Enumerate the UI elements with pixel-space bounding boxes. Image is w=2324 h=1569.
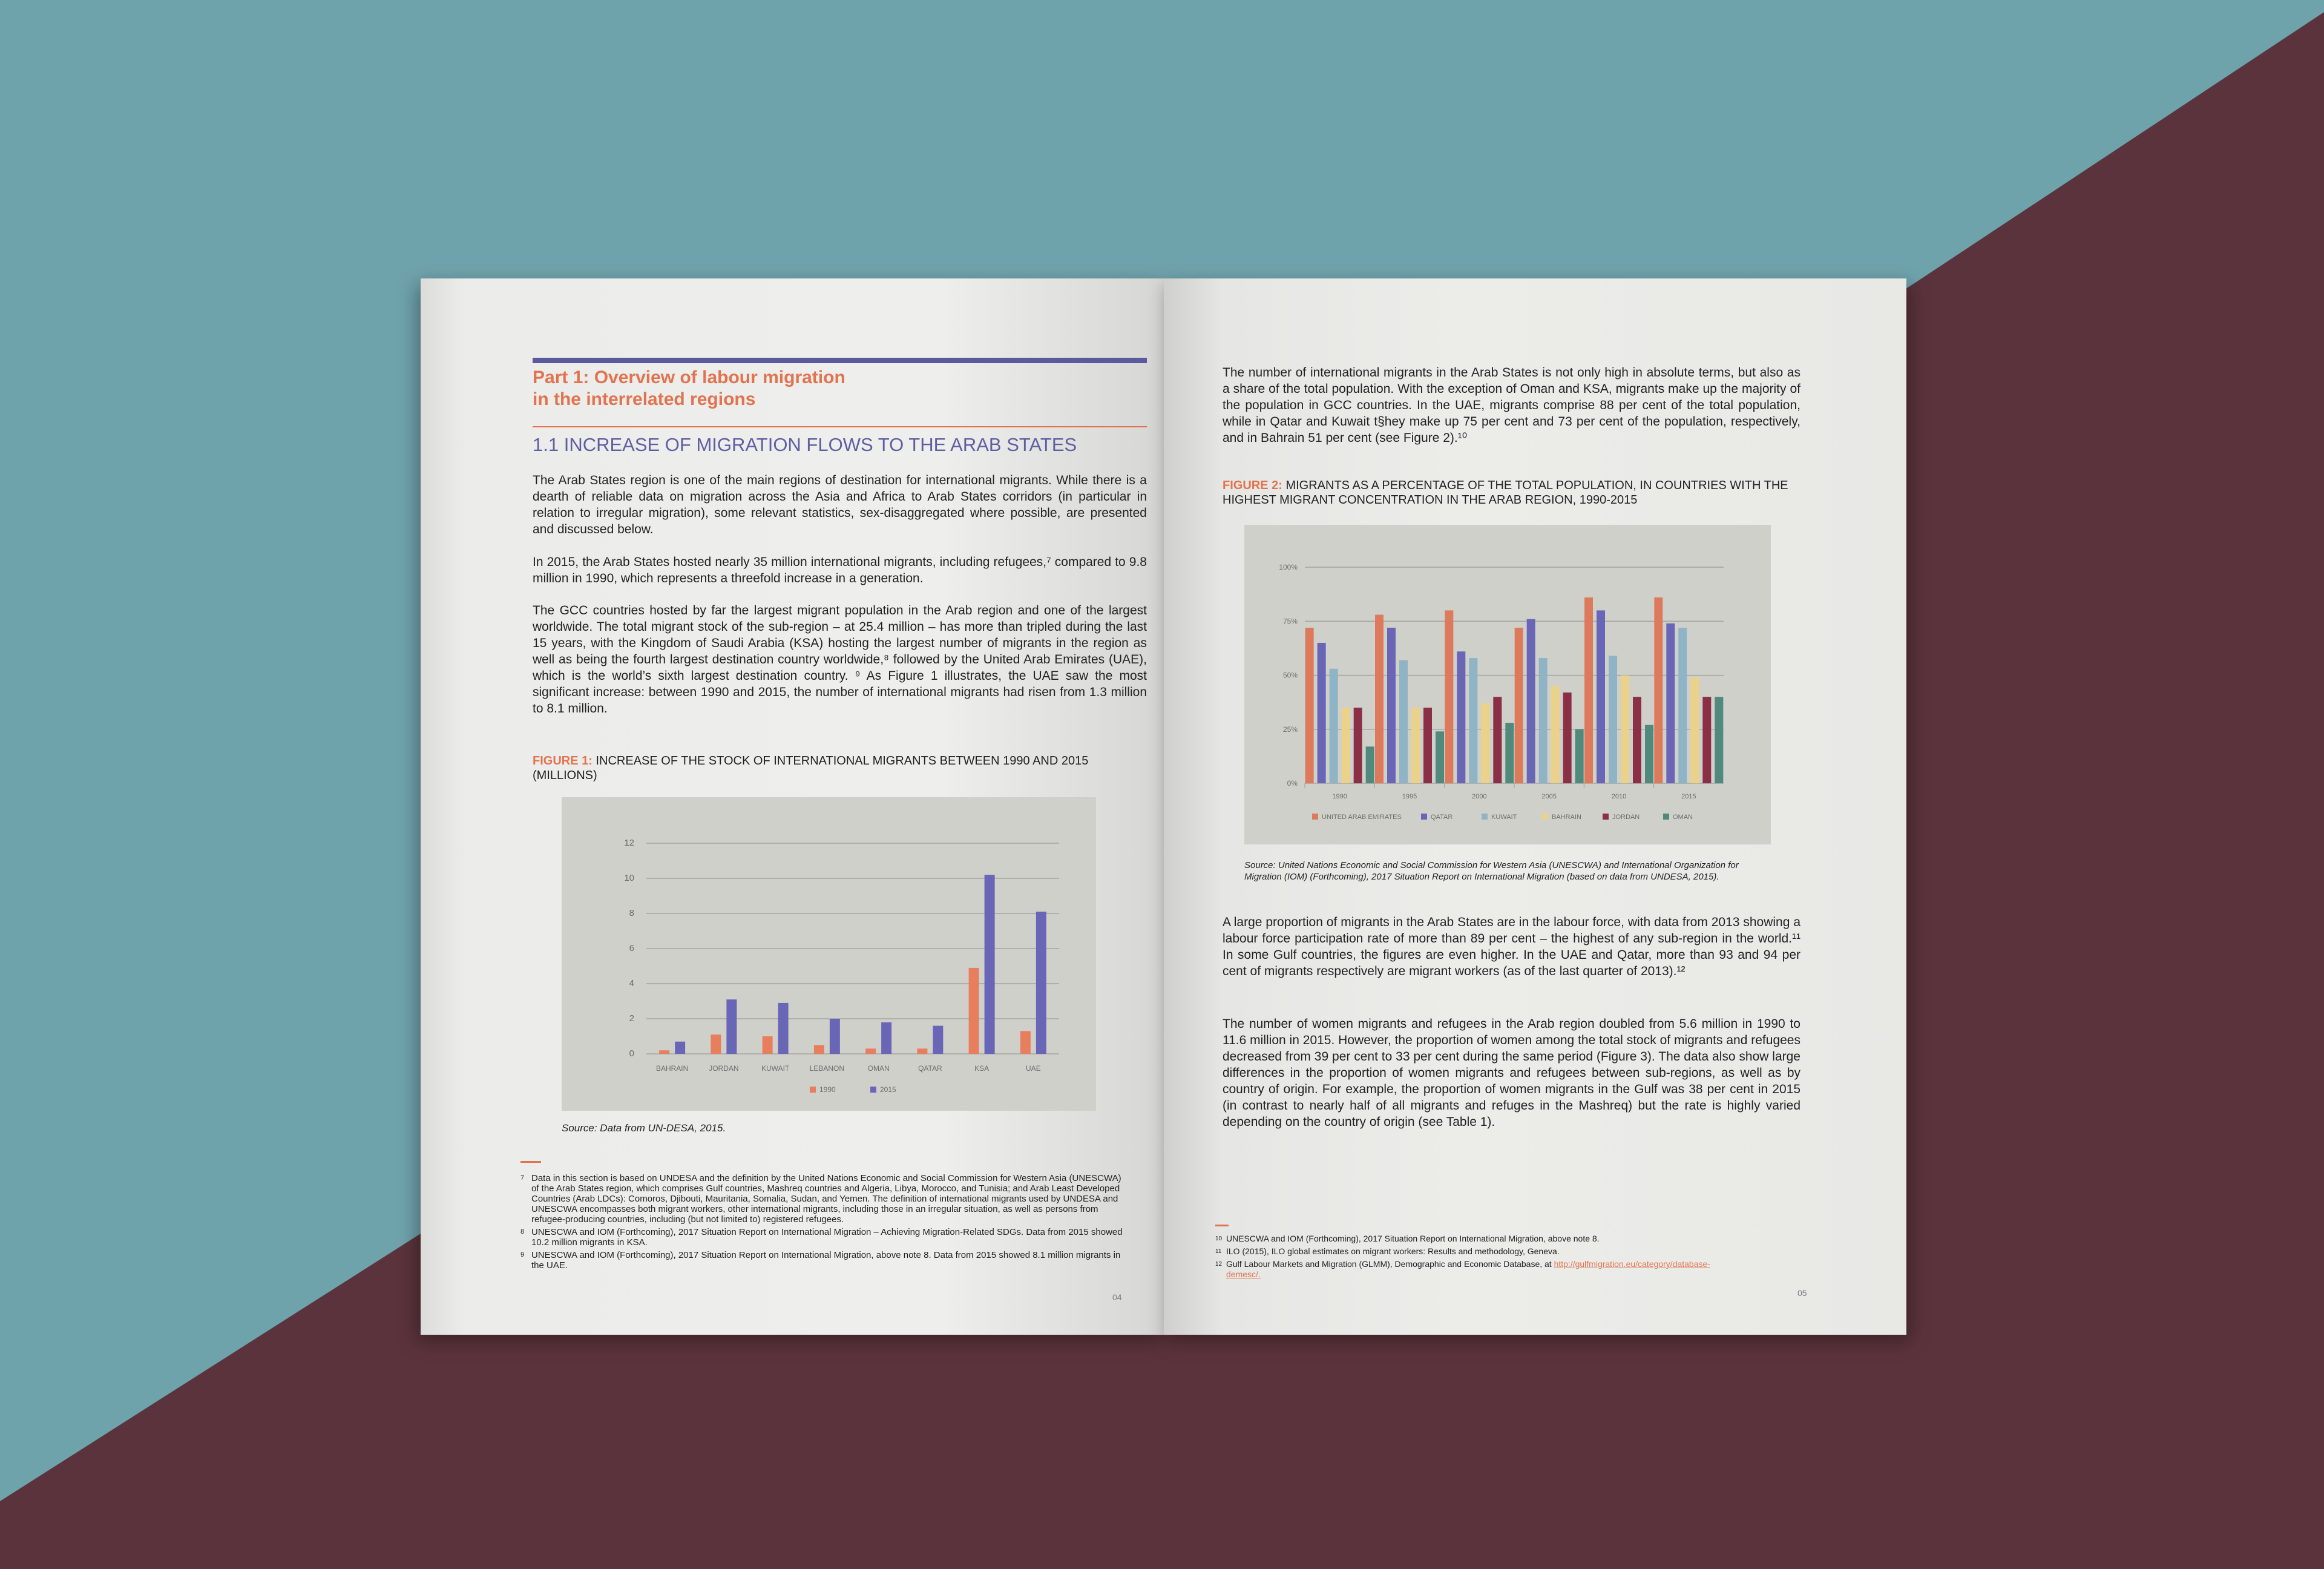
- bar-kuwait: [1330, 669, 1338, 783]
- figure2-caption: [1223, 478, 1800, 507]
- y-tick-label: 0%: [1287, 779, 1298, 788]
- footnote-number: 11: [1215, 1248, 1222, 1255]
- y-tick-label: 10: [624, 873, 634, 883]
- x-tick-label: BAHRAIN: [655, 1064, 689, 1073]
- page-number-right: 05: [1797, 1288, 1807, 1298]
- footnote-text: [1226, 1259, 1710, 1280]
- bar-united-arab-emirates: [1305, 628, 1314, 783]
- figure2-caption-text: MIGRANTS AS A PERCENTAGE OF THE TOTAL POPULATION, IN COUNTRIES WITH THE HIGHEST MIGRANT CONCENTRATION IN THE ARAB REGION, 1990-2015: [1223, 479, 1788, 507]
- paragraph-3: The GCC countries hosted by far the largest migrant population in the Arab region and one of the largest worldwide. The total migrant stock of the sub-region – at 25.4 million – has more than tripled during the last 15 years, with the Kingdom of Saudi Arabia (KSA) hosting the largest number of migrants in the region as well as being the fourth largest destination country worldwide,⁸ followed by the United Arab Emirates (UAE), which is the world’s sixth largest destination country. ⁹ As Figure 1 illustrates, the UAE saw the most significant increase: between 1990 and 2015, the number of international migrants had risen from 1.3 million to 8.1 million.: [533, 604, 1147, 715]
- x-tick-label: OMAN: [867, 1064, 890, 1073]
- footnotes-left: [520, 1173, 1126, 1273]
- bar-oman: [1366, 746, 1374, 783]
- legend-swatch: [1482, 814, 1488, 820]
- bar-qatar: [1318, 643, 1326, 783]
- figure1-chart: [562, 797, 1096, 1111]
- paragraph-1: The Arab States region is one of the main regions of destination for international migrants. While there is a dearth of reliable data on migration across the Asia and Africa to Arab States corridors (in particular in relation to irregular migration), some relevant statistics, sex-disaggregated where possible, are presented and discussed below.: [533, 473, 1147, 536]
- left-page: [421, 278, 1164, 1335]
- footnote-text: [531, 1227, 1126, 1248]
- bar-1990: [763, 1036, 773, 1054]
- bar-bahrain: [1481, 703, 1489, 783]
- legend-label: JORDAN: [1612, 814, 1640, 821]
- bar-united-arab-emirates: [1445, 610, 1453, 783]
- paragraph-2: A large proportion of migrants in the Arab States are in the labour force, with data from 2013 showing a labour force participation rate of more than 89 per cent – the highest of any sub-region in the world.¹¹ In some Gulf countries, the figures are even higher. In the UAE and Qatar, more than 93 and 94 per cent of migrants respectively are migrant workers (as of the last quarter of 2013).¹²: [1223, 915, 1800, 978]
- bar-qatar: [1457, 651, 1465, 783]
- bar-united-arab-emirates: [1375, 615, 1384, 783]
- bar-oman: [1436, 731, 1444, 783]
- footnote-body: UNESCWA and IOM (Forthcoming), 2017 Situation Report on International Migration, above note 8.: [1226, 1234, 1600, 1243]
- bar-united-arab-emirates: [1654, 597, 1663, 783]
- figure1-caption-text: INCREASE OF THE STOCK OF INTERNATIONAL MIGRANTS BETWEEN 1990 AND 2015 (MILLIONS): [533, 754, 1089, 782]
- bar-kuwait: [1469, 658, 1477, 783]
- bar-2015: [985, 875, 995, 1054]
- bar-jordan: [1633, 697, 1641, 783]
- footnote-text: [1226, 1246, 1560, 1257]
- x-tick-label: KSA: [974, 1064, 990, 1073]
- legend-swatch: [870, 1087, 876, 1093]
- footnote-body: Gulf Labour Markets and Migration (GLMM), Demographic and Economic Database, at: [1226, 1259, 1554, 1269]
- footnote: [520, 1173, 1126, 1225]
- y-tick-label: 100%: [1279, 563, 1298, 571]
- bar-jordan: [1493, 697, 1502, 783]
- y-tick-label: 75%: [1282, 617, 1298, 626]
- y-tick-label: 6: [629, 943, 634, 953]
- bar-1990: [917, 1048, 927, 1054]
- footnote-number: 7: [520, 1174, 525, 1182]
- part-title: [533, 367, 1077, 410]
- bar-kuwait: [1609, 656, 1617, 783]
- bar-oman: [1575, 729, 1584, 783]
- legend-label: OMAN: [1673, 814, 1693, 821]
- x-tick-label: UAE: [1026, 1064, 1041, 1073]
- footnote-number: 8: [520, 1228, 525, 1235]
- legend-swatch: [810, 1087, 816, 1093]
- x-tick-label: 1990: [1332, 793, 1347, 800]
- footnote: [1215, 1246, 1808, 1257]
- bar-1990: [969, 968, 979, 1054]
- bar-bahrain: [1690, 677, 1699, 783]
- page-number-left: 04: [1112, 1292, 1122, 1302]
- figure2-chart: [1244, 525, 1771, 844]
- y-tick-label: 4: [629, 978, 634, 988]
- bar-united-arab-emirates: [1584, 597, 1593, 783]
- bar-1990: [659, 1050, 669, 1054]
- bar-qatar: [1666, 623, 1675, 783]
- bar-2015: [881, 1022, 891, 1054]
- y-tick-label: 12: [624, 838, 634, 848]
- x-tick-label: KUWAIT: [761, 1064, 790, 1073]
- figure2-label: FIGURE 2:: [1223, 479, 1282, 492]
- footnotes-right: [1215, 1234, 1808, 1282]
- footnote-text: [1226, 1234, 1600, 1244]
- bar-kuwait: [1399, 660, 1408, 783]
- bar-kuwait: [1539, 658, 1548, 783]
- paragraph-2: In 2015, the Arab States hosted nearly 35 million international migrants, including refugees,⁷ compared to 9.8 million in 1990, which represents a threefold increase in a generation.: [533, 555, 1147, 585]
- bar-jordan: [1423, 708, 1432, 783]
- footnote-body: UNESCWA and IOM (Forthcoming), 2017 Situation Report on International Migration – Achieving Migration-Related SDGs. Data from 2015 showed 10.2 million migrants in KSA.: [531, 1227, 1123, 1248]
- legend-swatch: [1603, 814, 1609, 820]
- footnote-text: [531, 1250, 1126, 1271]
- legend-swatch: [1542, 814, 1548, 820]
- footnote-number: 12: [1215, 1261, 1223, 1268]
- x-tick-label: QATAR: [918, 1064, 942, 1073]
- footnote-body: ILO (2015), ILO global estimates on migrant workers: Results and methodology, Geneva.: [1226, 1246, 1560, 1256]
- figure1-source: Source: Data from UN-DESA, 2015.: [562, 1122, 726, 1134]
- legend-label: UNITED ARAB EMIRATES: [1322, 814, 1402, 821]
- bar-jordan: [1563, 692, 1572, 783]
- x-tick-label: LEBANON: [809, 1064, 845, 1073]
- bar-bahrain: [1342, 708, 1350, 783]
- figure1-label: FIGURE 1:: [533, 754, 592, 768]
- legend-label: KUWAIT: [1491, 814, 1517, 821]
- bar-2015: [675, 1042, 685, 1054]
- figure2-chart-svg: [1244, 525, 1771, 844]
- x-tick-label: 1995: [1402, 793, 1417, 800]
- y-tick-label: 2: [629, 1013, 634, 1024]
- bar-oman: [1715, 697, 1723, 783]
- link-text-1[interactable]: http://gulfmigration.eu/category/database-: [1554, 1259, 1710, 1269]
- x-tick-label: JORDAN: [709, 1064, 739, 1073]
- legend-swatch: [1663, 814, 1669, 820]
- figure1-caption: [533, 754, 1147, 783]
- footnote: [1215, 1259, 1808, 1280]
- bar-qatar: [1597, 610, 1605, 783]
- footnote-text: [531, 1173, 1126, 1225]
- part-title-line1: Part 1: Overview of labour migration: [533, 367, 845, 387]
- bar-qatar: [1387, 628, 1396, 783]
- footnote-number: 9: [520, 1251, 525, 1258]
- bar-2015: [933, 1026, 943, 1054]
- section-title: 1.1 INCREASE OF MIGRATION FLOWS TO THE ARAB STATES: [533, 434, 1077, 455]
- bar-oman: [1645, 725, 1653, 783]
- bar-bahrain: [1621, 676, 1629, 784]
- bar-jordan: [1702, 697, 1711, 783]
- bar-2015: [726, 999, 737, 1054]
- footnote: [1215, 1234, 1808, 1244]
- x-tick-label: 2000: [1472, 793, 1487, 800]
- part-rule: [533, 358, 1147, 363]
- bar-2015: [830, 1019, 840, 1054]
- x-tick-label: 2010: [1611, 793, 1627, 800]
- bar-1990: [865, 1048, 876, 1054]
- bar-2015: [778, 1003, 789, 1054]
- footnote: [520, 1227, 1126, 1248]
- bar-1990: [1020, 1031, 1031, 1054]
- bar-1990: [711, 1034, 721, 1054]
- right-page: [1164, 278, 1906, 1335]
- legend-label: 1990: [819, 1085, 836, 1094]
- legend-label: QATAR: [1431, 814, 1453, 821]
- footnote-marker: [520, 1161, 541, 1163]
- bar-kuwait: [1678, 628, 1687, 783]
- legend-label: BAHRAIN: [1552, 814, 1581, 821]
- bar-bahrain: [1411, 708, 1420, 783]
- y-tick-label: 50%: [1282, 671, 1298, 680]
- footnote-number: 10: [1215, 1235, 1223, 1242]
- figure1-chart-svg: [562, 797, 1096, 1111]
- paragraph-1: The number of international migrants in the Arab States is not only high in absolute terms, but also as a share of the total population. With the exception of Oman and KSA, migrants make up the majority of the population in GCC countries. In the UAE, migrants comprise 88 per cent of the total population, while in Qatar and Kuwait t§hey make up 75 per cent and 73 per cent of the population, respectively, and in Bahrain 51 per cent (see Figure 2).¹⁰: [1223, 366, 1800, 445]
- legend-swatch: [1421, 814, 1427, 820]
- bar-1990: [814, 1045, 824, 1054]
- figure2-source: Source: United Nations Economic and Social Commission for Western Asia (UNESCWA) and International Organization for Migration (IOM) (Forthcoming), 2017 Situation Report on International Migration (based on data from UNDESA, 2015).: [1244, 860, 1739, 882]
- y-tick-label: 8: [629, 908, 634, 918]
- legend-label: 2015: [880, 1085, 896, 1094]
- x-tick-label: 2005: [1541, 793, 1557, 800]
- bar-united-arab-emirates: [1515, 628, 1523, 783]
- paragraph-3: The number of women migrants and refugees in the Arab region doubled from 5.6 million in 1990 to 11.6 million in 2015. However, the proportion of women among the total stock of migrants and refugees decreased from 39 per cent to 33 per cent during the same period (Figure 3). The data also show large differences in the proportion of women migrants and refugees between sub-regions, as well as by country of origin. For example, the proportion of women migrants in the Gulf was 38 per cent in 2015 (in contrast to nearly half of all migrants and refuges in the Mashreq) but the rate is highly varied depending on the country of origin (see Table 1).: [1223, 1017, 1800, 1129]
- bar-qatar: [1527, 619, 1535, 783]
- bar-bahrain: [1551, 686, 1560, 783]
- footnote-body: Data in this section is based on UNDESA and the definition by the United Nations Economic and Social Commission for Western Asia (UNESCWA) of the Arab States region, which comprises Gulf countries, Mashreq countries and Algeria, Libya, Morocco, and Tunisia; and Arab Least Developed Countries (Arab LDCs): Comoros, Djibouti, Mauritania, Somalia, Sudan, and Yemen. The definition of international migrants used by UNDESA and UNESCWA encompasses both migrant workers, other international migrants, including those in an irregular situation, as well as persons from refugee-producing countries, including (but not limited to) registered refugees.: [531, 1173, 1121, 1225]
- bar-jordan: [1354, 708, 1362, 783]
- bar-oman: [1505, 723, 1514, 783]
- section-rule: [533, 426, 1147, 427]
- part-title-line2: in the interrelated regions: [533, 389, 756, 409]
- footnote: [520, 1250, 1126, 1271]
- y-tick-label: 0: [629, 1048, 634, 1059]
- footnote-body: UNESCWA and IOM (Forthcoming), 2017 Situation Report on International Migration, above note 8. Data from 2015 showed 8.1 million migrants in the UAE.: [531, 1250, 1121, 1271]
- link-text-2[interactable]: demesc/.: [1226, 1269, 1261, 1279]
- footnote-marker: [1215, 1225, 1229, 1226]
- y-tick-label: 25%: [1282, 725, 1298, 734]
- bar-2015: [1036, 912, 1046, 1054]
- legend-swatch: [1312, 814, 1318, 820]
- x-tick-label: 2015: [1681, 793, 1696, 800]
